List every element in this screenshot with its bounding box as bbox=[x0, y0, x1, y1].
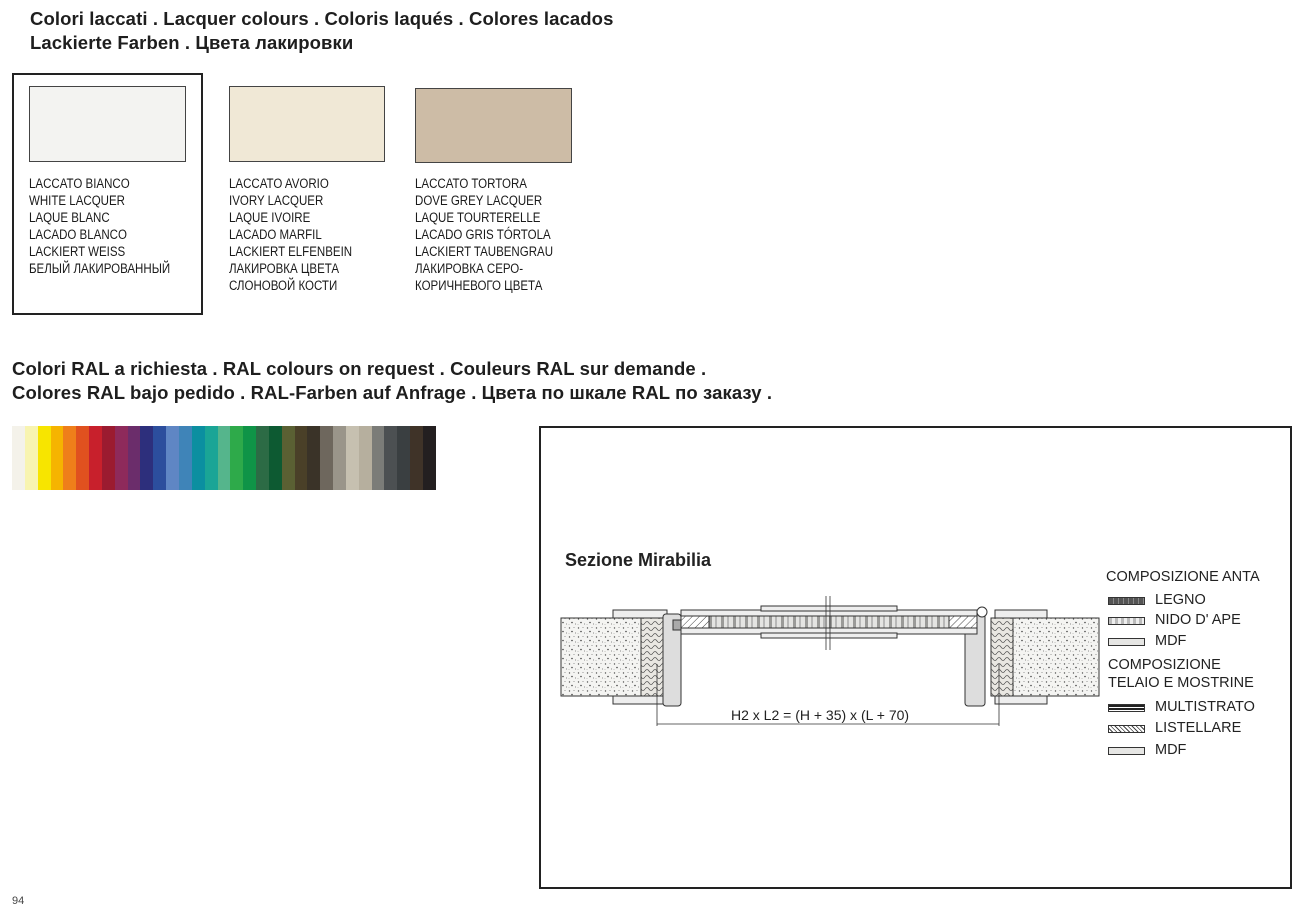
ral-colour-chip bbox=[51, 426, 64, 490]
ral-colour-chip bbox=[384, 426, 397, 490]
swatch-label-line: LACKIERT ELFENBEIN bbox=[229, 244, 353, 259]
swatch-label-line: СЛОНОВОЙ КОСТИ bbox=[229, 278, 338, 293]
section-diagram-panel bbox=[539, 426, 1292, 889]
swatch-dove-grey-label bbox=[415, 175, 553, 294]
ral-colour-chip bbox=[192, 426, 205, 490]
ral-colour-chip bbox=[282, 426, 295, 490]
page-number: 94 bbox=[12, 895, 25, 907]
ral-colour-chip bbox=[230, 426, 243, 490]
legend-honeycomb-swatch bbox=[1108, 617, 1145, 625]
swatch-label-line: LACCATO AVORIO bbox=[229, 176, 329, 191]
swatch-label-line: ЛАКИРОВКА ЦВЕТА bbox=[229, 261, 340, 276]
ral-colour-chip bbox=[166, 426, 179, 490]
section-title: Sezione Mirabilia bbox=[565, 550, 712, 570]
legend-telaio-title-2: TELAIO E MOSTRINE bbox=[1108, 675, 1254, 691]
swatch-label-line: LAQUE IVOIRE bbox=[229, 210, 311, 225]
ral-colour-chip bbox=[115, 426, 128, 490]
ral-colour-chip bbox=[372, 426, 385, 490]
swatch-white-label bbox=[29, 175, 170, 277]
ral-colour-chip bbox=[140, 426, 153, 490]
ral-title-line2: Colores RAL bajo pedido . RAL-Farben auf Anfrage . Цвета по шкале RAL по заказу . bbox=[12, 382, 773, 403]
lacquer-colours-title bbox=[30, 7, 613, 55]
legend-multistrato-swatch bbox=[1108, 704, 1145, 712]
swatch-label-line: LAQUE BLANC bbox=[29, 210, 110, 225]
ral-colour-chip bbox=[128, 426, 141, 490]
ral-colour-chip bbox=[307, 426, 320, 490]
swatch-label-line: LACADO MARFIL bbox=[229, 227, 322, 242]
swatch-white-color[interactable] bbox=[29, 86, 186, 162]
swatch-label-line: LACCATO BIANCO bbox=[29, 176, 130, 191]
ral-colour-chip bbox=[333, 426, 346, 490]
swatch-ivory-label bbox=[229, 175, 352, 294]
legend-multistrato-label: MULTISTRATO bbox=[1155, 699, 1255, 715]
ral-colour-chip bbox=[153, 426, 166, 490]
ral-colour-chip bbox=[423, 426, 436, 490]
ral-colour-chip bbox=[76, 426, 89, 490]
ral-colour-chip bbox=[397, 426, 410, 490]
ral-colour-chip bbox=[25, 426, 38, 490]
legend-honeycomb-label: NIDO D' APE bbox=[1155, 612, 1241, 628]
legend-listellare-label: LISTELLARE bbox=[1155, 720, 1242, 736]
ral-colour-chip bbox=[295, 426, 308, 490]
ral-colour-chip bbox=[38, 426, 51, 490]
legend-legno-label: LEGNO bbox=[1155, 592, 1206, 608]
ral-title-line1: Colori RAL a richiesta . RAL colours on request . Couleurs RAL sur demande . bbox=[12, 358, 707, 379]
swatch-label-line: LACADO BLANCO bbox=[29, 227, 127, 242]
swatch-label-line: WHITE LACQUER bbox=[29, 193, 125, 208]
ral-colour-chip bbox=[346, 426, 359, 490]
swatch-label-line: DOVE GREY LACQUER bbox=[415, 193, 543, 208]
legend-listellare-swatch bbox=[1108, 725, 1145, 733]
ral-colour-chip bbox=[359, 426, 372, 490]
legend-mdf-telaio-swatch bbox=[1108, 747, 1145, 755]
ral-colour-chip bbox=[320, 426, 333, 490]
swatch-label-line: LACCATO TORTORA bbox=[415, 176, 528, 191]
ral-colour-chip bbox=[179, 426, 192, 490]
lacquer-title-line2: Lackierte Farben . Цвета лакировки bbox=[30, 32, 354, 53]
swatch-label-line: LACKIERT TAUBENGRAU bbox=[415, 244, 554, 259]
ral-colour-chip bbox=[256, 426, 269, 490]
swatch-label-line: LACKIERT WEISS bbox=[29, 244, 126, 259]
ral-colour-chip bbox=[63, 426, 76, 490]
swatch-ivory-color[interactable] bbox=[229, 86, 385, 162]
swatch-label-line: LAQUE TOURTERELLE bbox=[415, 210, 541, 225]
swatch-label-line: БЕЛЫЙ ЛАКИРОВАННЫЙ bbox=[29, 261, 171, 276]
swatch-label-line: LACADO GRIS TÓRTOLA bbox=[415, 227, 551, 242]
ral-colour-chip bbox=[269, 426, 282, 490]
ral-colour-chip bbox=[205, 426, 218, 490]
dimension-formula: H2 x L2 = (H + 35) x (L + 70) bbox=[731, 707, 910, 723]
ral-colour-chip bbox=[243, 426, 256, 490]
ral-colour-chip bbox=[12, 426, 25, 490]
ral-colour-chip bbox=[410, 426, 423, 490]
legend-telaio-title-1: COMPOSIZIONE bbox=[1108, 657, 1221, 673]
ral-colour-chip bbox=[102, 426, 115, 490]
ral-colour-chip bbox=[89, 426, 102, 490]
legend-legno-swatch bbox=[1108, 597, 1145, 605]
legend-mdf-anta-label: MDF bbox=[1155, 633, 1187, 649]
legend-mdf-telaio-label: MDF bbox=[1155, 742, 1187, 758]
swatch-label-line: КОРИЧНЕВОГО ЦВЕТА bbox=[415, 278, 543, 293]
ral-colours-title bbox=[12, 357, 772, 405]
swatch-label-line: ЛАКИРОВКА СЕРО- bbox=[415, 261, 524, 276]
legend-mdf-anta-swatch bbox=[1108, 638, 1145, 646]
ral-colour-chip bbox=[218, 426, 231, 490]
swatch-dove-grey-color[interactable] bbox=[415, 88, 572, 163]
lacquer-title-line1: Colori laccati . Lacquer colours . Coloris laqués . Colores lacados bbox=[30, 8, 614, 29]
swatch-label-line: IVORY LACQUER bbox=[229, 193, 324, 208]
ral-colour-strip bbox=[12, 426, 436, 490]
legend-anta-title: COMPOSIZIONE ANTA bbox=[1106, 569, 1260, 585]
